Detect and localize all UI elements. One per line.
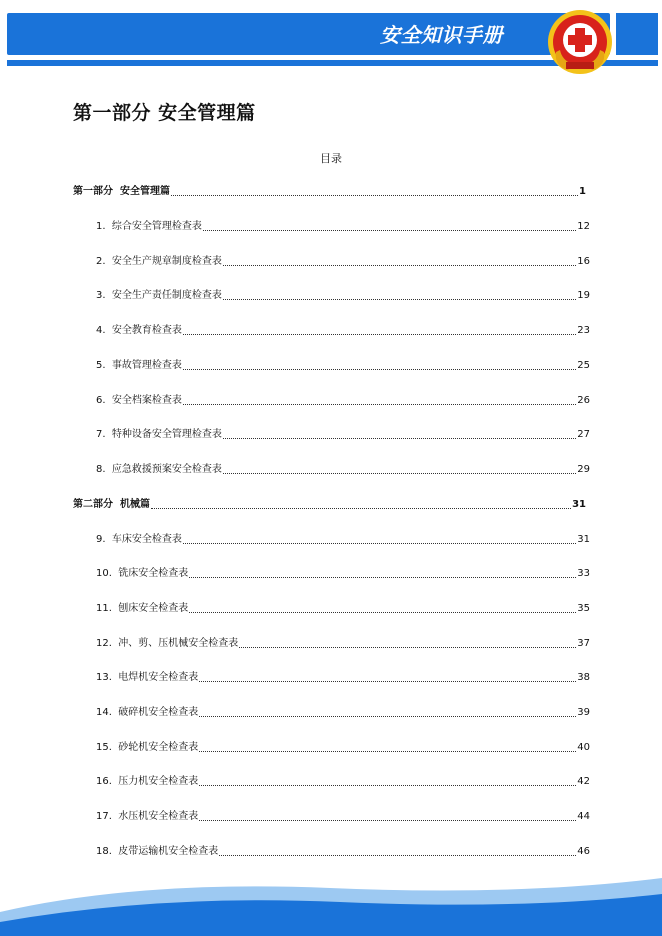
toc-entry-label: 18. 皮带运输机安全检查表 (96, 846, 219, 857)
toc-leader-dots (223, 265, 576, 266)
toc-entry-page: 29 (577, 464, 590, 475)
toc-entry-page: 46 (577, 846, 590, 857)
toc-entry[interactable] (96, 845, 590, 859)
toc-leader-dots (183, 543, 576, 544)
header-title: 安全知识手册 (380, 23, 503, 47)
toc-leader-dots (199, 820, 576, 821)
toc-entry[interactable] (96, 289, 590, 303)
toc-entry-label: 5. 事故管理检查表 (96, 360, 182, 371)
toc-leader-dots (183, 334, 576, 335)
toc-entry-label: 17. 水压机安全检查表 (96, 811, 199, 822)
toc-entry[interactable] (96, 567, 590, 581)
toc-leader-dots (189, 577, 576, 578)
page-title: 第一部分 安全管理篇 (73, 102, 256, 124)
toc-entry[interactable] (73, 498, 586, 512)
toc-entry-page: 38 (577, 672, 590, 683)
toc-entry-page: 39 (577, 707, 590, 718)
toc-leader-dots (203, 230, 576, 231)
toc-entry[interactable] (96, 394, 590, 408)
toc-entry[interactable] (96, 220, 590, 234)
footer-wave (0, 872, 662, 936)
toc-entry[interactable] (96, 428, 590, 442)
toc-entry-label: 1. 综合安全管理检查表 (96, 221, 202, 232)
toc-entry-label: 第二部分 机械篇 (73, 499, 150, 510)
toc-title: 目录 (320, 152, 342, 165)
toc-leader-dots (189, 612, 576, 613)
safety-cross-emblem-icon (546, 8, 614, 76)
toc-entry-label: 3. 安全生产责任制度检查表 (96, 290, 222, 301)
toc-entry[interactable] (96, 810, 590, 824)
toc-entry-page: 44 (577, 811, 590, 822)
toc-entry-label: 8. 应急救援预案安全检查表 (96, 464, 222, 475)
toc-entry[interactable] (96, 775, 590, 789)
toc-entry-page: 31 (572, 499, 586, 510)
toc-entry-page: 35 (577, 603, 590, 614)
toc-entry[interactable] (96, 359, 590, 373)
toc-entry[interactable] (96, 533, 590, 547)
toc-entry[interactable] (96, 671, 590, 685)
toc-leader-dots (199, 785, 576, 786)
toc-entry[interactable] (96, 324, 590, 338)
toc-entry-label: 14. 破碎机安全检查表 (96, 707, 199, 718)
toc-entry-page: 23 (577, 325, 590, 336)
toc-entry-label: 4. 安全教育检查表 (96, 325, 182, 336)
toc-leader-dots (223, 473, 576, 474)
toc-leader-dots (199, 751, 576, 752)
toc-entry-page: 1 (579, 186, 586, 197)
toc-leader-dots (171, 195, 578, 196)
toc-leader-dots (199, 716, 576, 717)
toc-leader-dots (223, 299, 576, 300)
toc-entry[interactable] (96, 706, 590, 720)
toc-leader-dots (183, 369, 576, 370)
toc-entry[interactable] (96, 637, 590, 651)
toc-entry-label: 第一部分 安全管理篇 (73, 186, 170, 197)
toc-entry-page: 37 (577, 638, 590, 649)
toc-entry-page: 25 (577, 360, 590, 371)
toc-entry-page: 42 (577, 776, 590, 787)
toc-entry-page: 40 (577, 742, 590, 753)
toc-leader-dots (239, 647, 576, 648)
toc-entry-label: 2. 安全生产规章制度检查表 (96, 256, 222, 267)
toc-entry-page: 31 (577, 534, 590, 545)
toc-leader-dots (151, 508, 571, 509)
toc-entry-page: 16 (577, 256, 590, 267)
toc-entry-label: 6. 安全档案检查表 (96, 395, 182, 406)
toc-leader-dots (183, 404, 576, 405)
toc-entry[interactable] (96, 255, 590, 269)
toc-leader-dots (219, 855, 576, 856)
toc-entry-label: 11. 刨床安全检查表 (96, 603, 189, 614)
toc-entry-page: 26 (577, 395, 590, 406)
toc-entry-label: 10. 铣床安全检查表 (96, 568, 189, 579)
toc-entry-page: 27 (577, 429, 590, 440)
toc-entry-page: 12 (577, 221, 590, 232)
header-band (7, 13, 610, 55)
toc-entry[interactable] (96, 602, 590, 616)
toc-entry-page: 19 (577, 290, 590, 301)
toc-entry[interactable] (96, 741, 590, 755)
toc-entry-label: 16. 压力机安全检查表 (96, 776, 199, 787)
toc-entry-label: 15. 砂轮机安全检查表 (96, 742, 199, 753)
toc-entry-label: 12. 冲、剪、压机械安全检查表 (96, 638, 239, 649)
toc-entry[interactable] (73, 185, 586, 199)
toc-leader-dots (199, 681, 576, 682)
toc-entry-label: 9. 车床安全检查表 (96, 534, 182, 545)
toc-leader-dots (223, 438, 576, 439)
header-band-right (616, 13, 658, 55)
toc-entry-page: 33 (577, 568, 590, 579)
toc-entry-label: 13. 电焊机安全检查表 (96, 672, 199, 683)
toc-entry-label: 7. 特种设备安全管理检查表 (96, 429, 222, 440)
toc-entry[interactable] (96, 463, 590, 477)
